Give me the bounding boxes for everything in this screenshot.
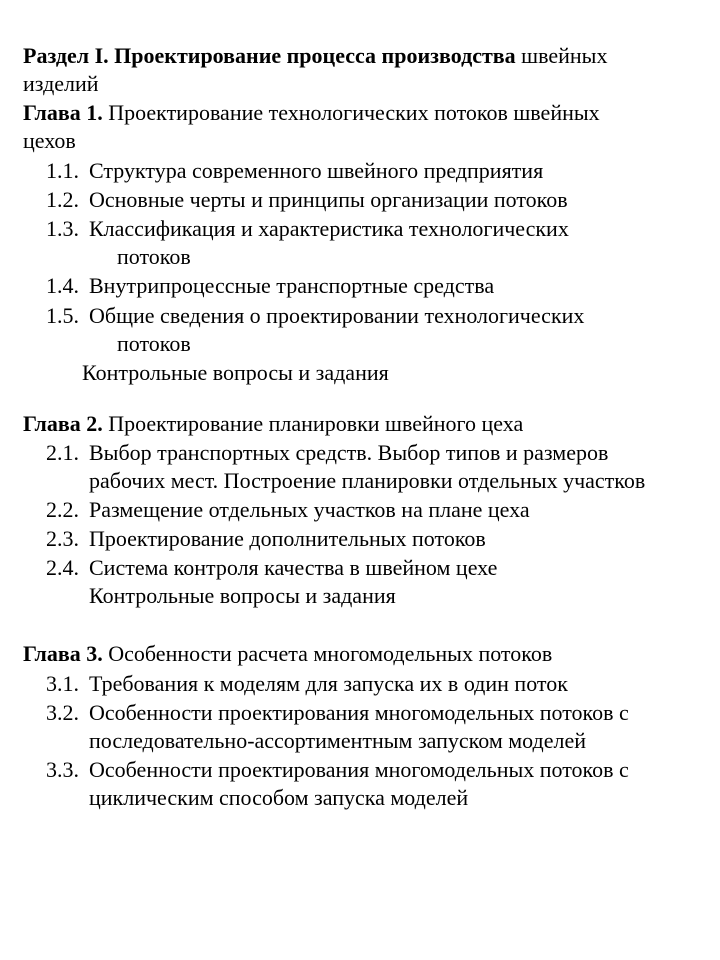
chapter-label: Глава 2. (23, 411, 103, 436)
toc-item-title: Структура современного швейного предприятия (89, 158, 544, 183)
chapter-label: Глава 1. (23, 100, 103, 125)
chapter-heading (23, 410, 523, 438)
section-title: швейных (521, 43, 608, 68)
toc-item-title: Проектирование дополнительных потоков (89, 526, 486, 551)
chapter-label: Глава 3. (23, 641, 103, 666)
toc-item-title: Требования к моделям для запуска их в один поток (89, 671, 568, 696)
section-heading (23, 42, 607, 70)
toc-item-number: 3.2. (46, 700, 79, 725)
toc-item-title: Классификация и характеристика технологических (89, 216, 569, 241)
toc-item-number: 2.4. (46, 555, 79, 580)
section-label: Раздел I. Проектирование процесса производства (23, 43, 516, 68)
toc-item-title-continuation: циклическим способом запуска моделей (89, 785, 469, 810)
toc-item-title-continuation: потоков (117, 331, 191, 356)
section-title-continuation: изделий (23, 71, 99, 96)
chapter-title: Особенности расчета многомодельных потоков (108, 641, 553, 666)
toc-item-title: Внутрипроцессные транспортные средства (89, 273, 495, 298)
toc-item-number: 2.3. (46, 526, 79, 551)
toc-item-title: Система контроля качества в швейном цехе (89, 555, 498, 580)
toc-item-number: 2.1. (46, 440, 79, 465)
toc-item-title: Размещение отдельных участков на плане цеха (89, 497, 530, 522)
toc-item-number: 2.2. (46, 497, 79, 522)
review-questions: Контрольные вопросы и задания (82, 360, 389, 385)
toc-item-number: 3.1. (46, 671, 79, 696)
toc-item-title: Особенности проектирования многомодельных потоков с (89, 700, 629, 725)
toc-item-title-continuation: потоков (117, 244, 191, 269)
toc-item-title: Особенности проектирования многомодельных потоков с (89, 757, 629, 782)
toc-item-title: Общие сведения о проектировании технологических (89, 303, 585, 328)
toc-item-title: Основные черты и принципы организации потоков (89, 187, 568, 212)
toc-item-title-continuation: последовательно-ассортиментным запуском моделей (89, 728, 586, 753)
chapter-title-continuation: цехов (23, 128, 76, 153)
toc-item-number: 1.4. (46, 273, 79, 298)
toc-item-number: 1.5. (46, 303, 79, 328)
chapter-title: Проектирование планировки швейного цеха (108, 411, 524, 436)
toc-item-number: 1.3. (46, 216, 79, 241)
toc-item-title: Выбор транспортных средств. Выбор типов и размеров (89, 440, 609, 465)
chapter-title: Проектирование технологических потоков швейных (108, 100, 600, 125)
toc-item-number: 3.3. (46, 757, 79, 782)
chapter-heading (23, 640, 552, 668)
review-questions: Контрольные вопросы и задания (89, 583, 396, 608)
toc-item-number: 1.2. (46, 187, 79, 212)
chapter-heading (23, 99, 600, 127)
toc-item-title-continuation: рабочих мест. Построение планировки отдельных участков (89, 468, 646, 493)
toc-item-number: 1.1. (46, 158, 79, 183)
